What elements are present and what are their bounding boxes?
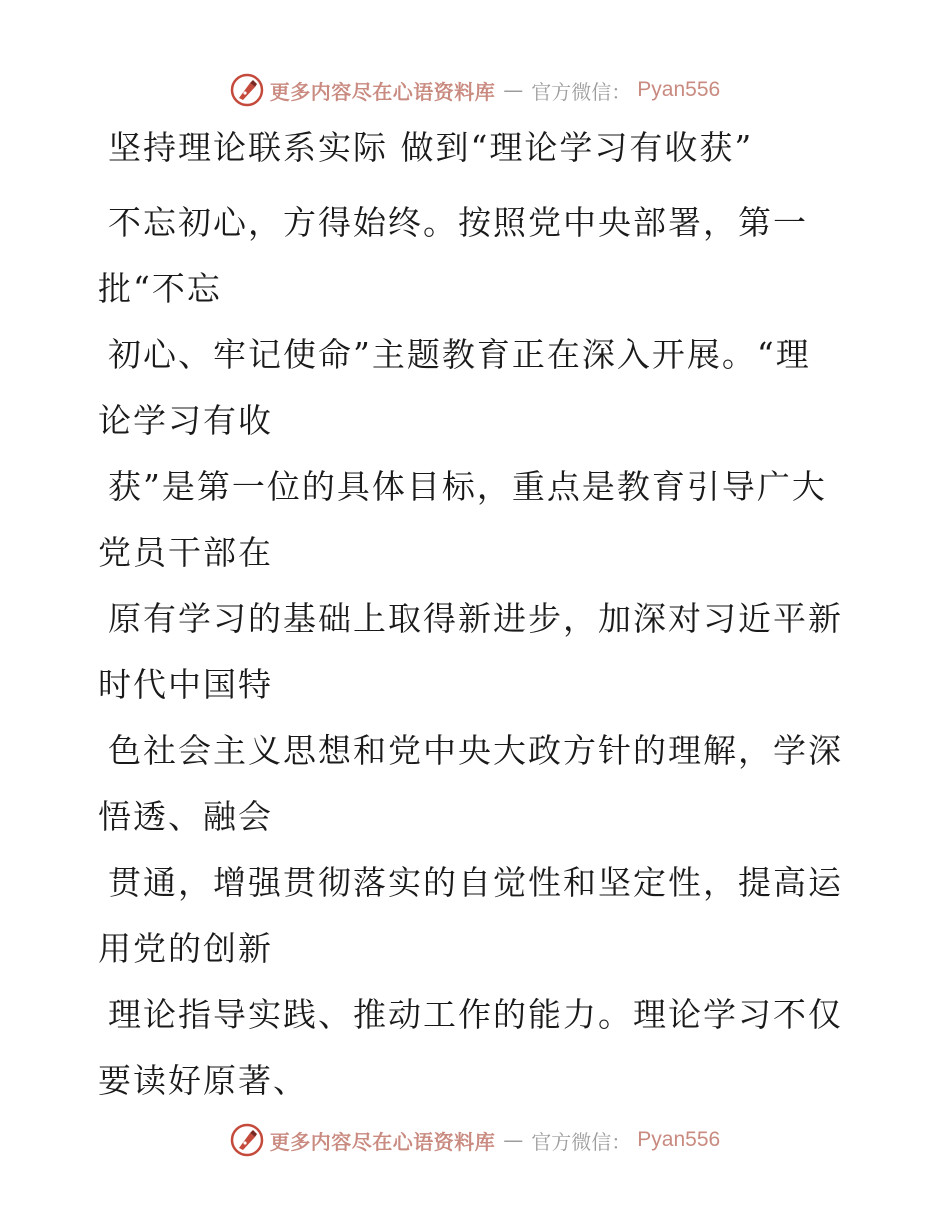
body-line: 要读好原著、: [98, 1061, 308, 1100]
pen-nib-logo-icon: [230, 73, 264, 107]
document-body: [98, 190, 858, 1114]
header-banner-content: [230, 73, 720, 107]
header-banner: [0, 70, 950, 110]
body-line: 用党的创新: [98, 929, 273, 968]
document-title: 坚持理论联系实际 做到“理论学习有收获”: [108, 128, 754, 167]
footer-banner: [0, 1120, 950, 1160]
body-line: 党员干部在: [98, 533, 273, 572]
footer-banner-official: 官方微信：: [531, 1129, 632, 1154]
body-line: 初心、牢记使命”主题教育正在深入开展。“理: [108, 335, 811, 374]
body-line: 色社会主义思想和党中央大政方针的理解，学深: [108, 731, 843, 770]
body-line: 时代中国特: [98, 665, 273, 704]
body-line: 论学习有收: [98, 401, 273, 440]
body-line: 原有学习的基础上取得新进步，加深对习近平新: [108, 599, 843, 638]
body-line: 不忘初心，方得始终。按照党中央部署，第一: [108, 203, 808, 242]
body-line: 批“不忘: [98, 269, 222, 308]
body-line: 悟透、融会: [98, 797, 273, 836]
header-banner-id: Pyan556: [637, 78, 721, 101]
footer-banner-text: 更多内容尽在心语资料库: [269, 1129, 496, 1154]
body-line: 获”是第一位的具体目标，重点是教育引导广大: [108, 467, 827, 506]
footer-banner-content: [230, 1123, 720, 1157]
header-banner-dash: —: [503, 78, 524, 102]
body-line: 贯通，增强贯彻落实的自觉性和坚定性，提高运: [108, 863, 843, 902]
footer-banner-dash: —: [503, 1128, 524, 1152]
header-banner-official: 官方微信：: [531, 79, 632, 104]
body-line: 理论指导实践、推动工作的能力。理论学习不仅: [108, 995, 843, 1034]
header-banner-text: 更多内容尽在心语资料库: [269, 79, 496, 104]
pen-nib-logo-icon: [230, 1123, 264, 1157]
footer-banner-id: Pyan556: [637, 1128, 721, 1151]
